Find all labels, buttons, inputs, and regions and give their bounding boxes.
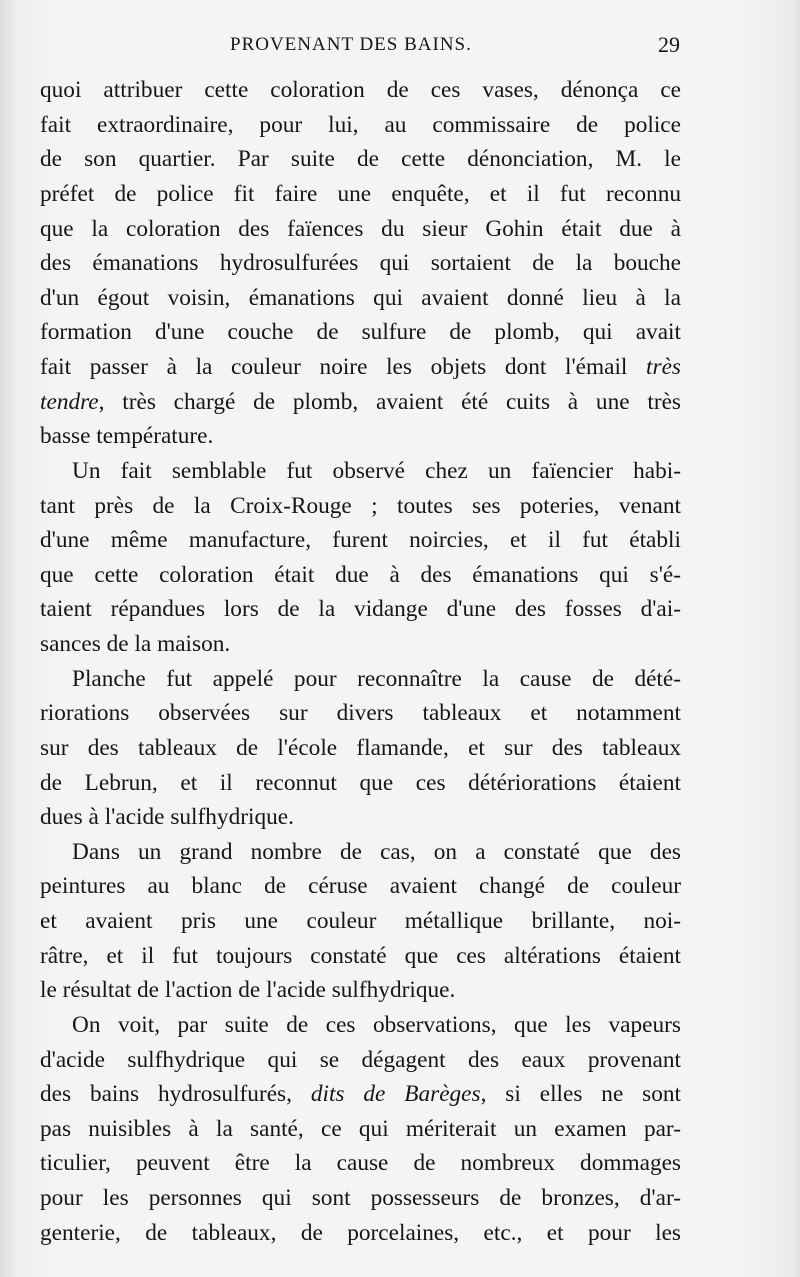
text-line bbox=[40, 1112, 681, 1147]
line-text: Dans un grand nombre de cas, on a constaté que des bbox=[72, 838, 681, 865]
text-line bbox=[40, 1077, 681, 1112]
line-text: , très chargé de plomb, avaient été cuits à une très bbox=[98, 388, 681, 415]
running-head: PROVENANT DES BAINS. bbox=[230, 34, 472, 55]
text-line bbox=[40, 869, 681, 904]
text-line bbox=[40, 939, 681, 974]
text-line bbox=[40, 1043, 681, 1078]
text-line bbox=[40, 1216, 681, 1251]
line-text: , si elles ne sont bbox=[480, 1081, 682, 1108]
line-text: préfet de police fit faire une enquête, et il fut reconnu bbox=[40, 180, 681, 207]
text-line bbox=[40, 766, 681, 801]
text-line bbox=[40, 108, 681, 143]
text-line bbox=[40, 454, 681, 489]
line-text: des émanations hydrosulfurées qui sortaient de la bouche bbox=[40, 250, 681, 277]
text-line bbox=[40, 177, 681, 212]
line-text: de Lebrun, et il reconnut que ces détériorations étaient bbox=[40, 769, 681, 796]
line-text: d'un égout voisin, émanations qui avaient donné lieu à la bbox=[40, 284, 681, 311]
text-line bbox=[40, 592, 681, 627]
text-line bbox=[40, 73, 681, 108]
line-text: Planche fut appelé pour reconnaître la cause de dété- bbox=[72, 665, 681, 692]
line-text: peintures au blanc de céruse avaient changé de couleur bbox=[40, 873, 681, 900]
text-line bbox=[40, 1008, 681, 1043]
text-line bbox=[40, 419, 681, 454]
line-text: quoi attribuer cette coloration de ces vases, dénonça ce bbox=[40, 77, 681, 103]
line-text: On voit, par suite de ces observations, que les vapeurs bbox=[72, 1011, 681, 1038]
line-text: fait extraordinaire, pour lui, au commissaire de police bbox=[40, 111, 681, 138]
text-line bbox=[40, 212, 681, 247]
text-line bbox=[40, 662, 681, 697]
italic-text: très bbox=[646, 354, 681, 380]
line-text: sur des tableaux de l'école flamande, et sur des tableaux bbox=[40, 734, 681, 761]
text-line bbox=[40, 696, 681, 731]
text-line bbox=[40, 315, 681, 350]
line-text: sances de la maison. bbox=[40, 631, 231, 657]
page-number: 29 bbox=[658, 32, 680, 57]
line-text: de son quartier. Par suite de cette dénonciation, M. le bbox=[40, 146, 681, 173]
line-text: dues à l'acide sulfhydrique. bbox=[40, 804, 294, 831]
text-line bbox=[40, 523, 681, 558]
line-text: taient répandues lors de la vidange d'une des fosses d'ai- bbox=[40, 596, 681, 623]
line-text: ticulier, peuvent être la cause de nombreux dommages bbox=[40, 1150, 681, 1177]
text-line bbox=[40, 835, 681, 870]
italic-text: tendre bbox=[40, 388, 99, 415]
line-text: que la coloration des faïences du sieur Gohin était due à bbox=[40, 215, 681, 242]
italic-text: dits de Barèges bbox=[310, 1081, 481, 1108]
text-line bbox=[40, 1181, 681, 1216]
text-line bbox=[40, 281, 681, 316]
text-line bbox=[40, 800, 681, 835]
text-line bbox=[40, 246, 681, 281]
text-line bbox=[40, 558, 681, 593]
page-header bbox=[40, 30, 680, 62]
line-text: formation d'une couche de sulfure de plomb, qui avait bbox=[40, 319, 681, 346]
text-line bbox=[40, 1146, 681, 1181]
text-line bbox=[40, 731, 681, 766]
text-line bbox=[40, 973, 681, 1008]
line-text: d'acide sulfhydrique qui se dégagent des eaux provenant bbox=[40, 1046, 681, 1073]
text-line bbox=[40, 627, 681, 662]
line-text: basse température. bbox=[40, 423, 214, 450]
line-text: pas nuisibles à la santé, ce qui mériterait un examen par- bbox=[40, 1115, 681, 1142]
line-text: et avaient pris une couleur métallique brillante, noi- bbox=[40, 908, 681, 934]
line-text: le résultat de l'action de l'acide sulfhydrique. bbox=[40, 977, 456, 1004]
line-text: fait passer à la couleur noire les objets dont l'émail bbox=[40, 354, 647, 380]
body-text bbox=[40, 73, 681, 1250]
line-text: râtre, et il fut toujours constaté que ces altérations étaient bbox=[40, 942, 681, 969]
text-line bbox=[40, 904, 681, 939]
line-text: pour les personnes qui sont possesseurs de bronzes, d'ar- bbox=[40, 1185, 681, 1211]
line-text: tant près de la Croix-Rouge ; toutes ses poteries, venant bbox=[40, 492, 681, 519]
text-line bbox=[40, 350, 681, 385]
line-text: des bains hydrosulfurés, bbox=[40, 1081, 311, 1108]
line-text: Un fait semblable fut observé chez un faïencier habi- bbox=[72, 457, 681, 484]
text-line bbox=[40, 489, 681, 524]
line-text: que cette coloration était due à des émanations qui s'é- bbox=[40, 561, 681, 588]
text-line bbox=[40, 142, 681, 177]
text-line bbox=[40, 385, 681, 420]
line-text: genterie, de tableaux, de porcelaines, etc., et pour les bbox=[40, 1219, 681, 1246]
line-text: d'une même manufacture, furent noircies, et il fut établi bbox=[40, 527, 681, 554]
line-text: riorations observées sur divers tableaux et notamment bbox=[40, 700, 681, 727]
